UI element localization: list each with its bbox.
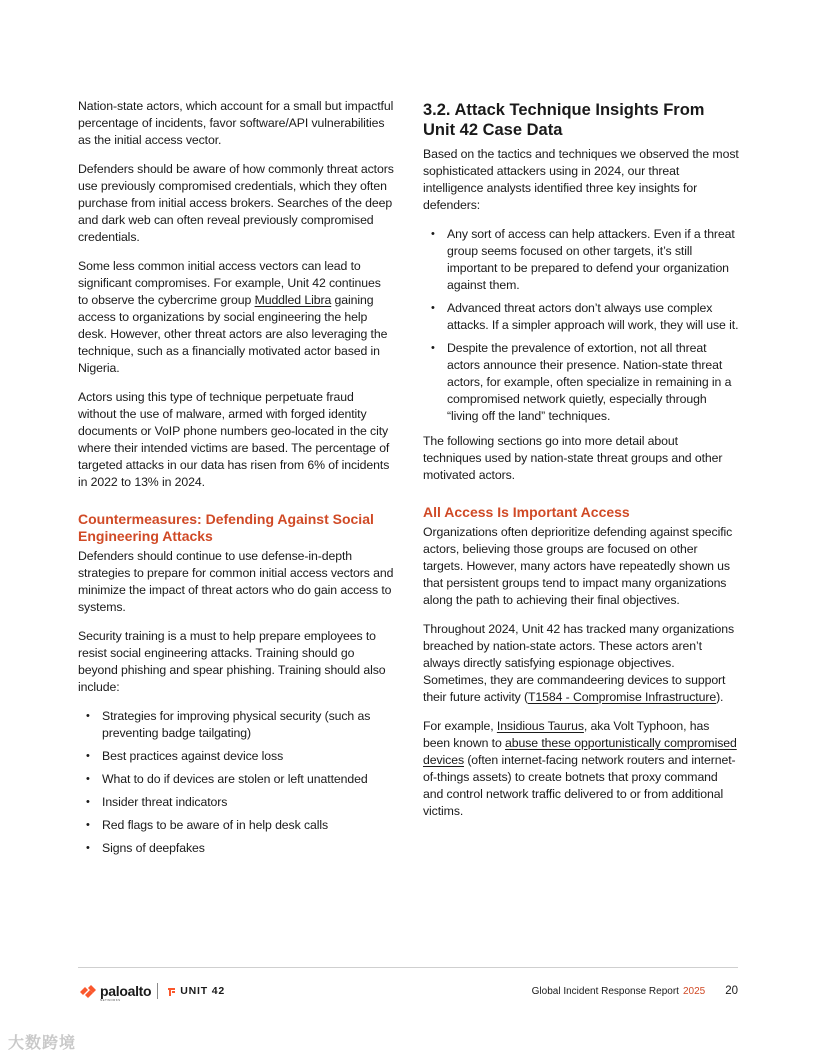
- paragraph: Nation-state actors, which account for a small but impactful percentage of incidents, favor software/API vulnerabilities as the initial access vector.: [78, 99, 394, 147]
- bullet-icon: •: [86, 796, 90, 808]
- list-item-text: Insider threat indicators: [102, 795, 228, 809]
- list-item-text: Best practices against device loss: [102, 749, 284, 763]
- paragraph: [78, 258, 394, 377]
- list-item-text: Strategies for improving physical security (such as preventing badge tailgating): [102, 709, 371, 740]
- section-heading: 3.2. Attack Technique Insights From Unit 42 Case Data: [423, 101, 705, 139]
- brand-subtitle: NETWORKS: [100, 998, 121, 1002]
- footer-report: [532, 985, 738, 997]
- paragraph: [423, 718, 739, 820]
- list-item: [78, 771, 394, 788]
- list-item-text: What to do if devices are stolen or left unattended: [102, 772, 368, 786]
- list-item: [423, 340, 739, 425]
- bullet-icon: •: [431, 302, 435, 314]
- list-item: [78, 748, 394, 765]
- report-year: 2025: [682, 985, 706, 997]
- paragraph: Defenders should be aware of how commonly threat actors use previously compromised credentials, which they often purchase from initial access brokers. Searches of the deep and dark web can often reveal previously compromised credentials.: [78, 162, 394, 244]
- countermeasures-heading: Countermeasures: Defending Against Social Engineering Attacks: [78, 511, 374, 544]
- right-column: [423, 98, 739, 832]
- text-run: (often internet-facing network routers and internet-of-things assets) to create botnets that proxy command and control network traffic delivered to or from additional victims.: [423, 753, 736, 818]
- abuse-devices-link[interactable]: abuse these opportunistically compromised devices: [423, 736, 737, 767]
- brand-name: paloalto: [100, 983, 152, 999]
- insidious-taurus-link[interactable]: Insidious Taurus: [496, 719, 584, 733]
- bullet-icon: •: [86, 773, 90, 785]
- paragraph: The following sections go into more detail about techniques used by nation-state threat groups and other motivated actors.: [423, 434, 723, 482]
- list-item: [78, 817, 394, 834]
- bullet-icon: •: [86, 710, 90, 722]
- list-item: [78, 840, 394, 857]
- watermark: 大数跨境: [8, 1035, 77, 1052]
- paragraph: Defenders should continue to use defense-in-depth strategies to prepare for common initial access vectors and minimize the impact of threat actors who do gain access to systems.: [78, 549, 394, 614]
- footer-logo: [79, 983, 225, 1002]
- list-item: [423, 300, 739, 334]
- report-title: Global Incident Response Report: [531, 985, 679, 997]
- bullet-icon: •: [86, 819, 90, 831]
- list-item-text: Despite the prevalence of extortion, not all threat actors announce their presence. Nation-state threat actors, for example, often specialize in remaining in a compromised network quietly, especially through “living off the land” techniques.: [447, 341, 732, 423]
- text-run: Throughout 2024, Unit 42 has tracked many organizations breached by nation-state actors. These actors aren’t always directly satisfying espionage objectives. Sometimes, they are commandeering devices to support their future activity (: [423, 622, 734, 704]
- page-number: 20: [725, 985, 738, 997]
- muddled-libra-link[interactable]: Muddled Libra: [254, 293, 332, 307]
- all-access-heading: All Access Is Important Access: [423, 504, 630, 520]
- paragraph: Based on the tactics and techniques we observed the most sophisticated attackers using in 2024, our threat intelligence analysts identified three key insights for defenders:: [423, 147, 739, 212]
- list-item-text: Signs of deepfakes: [102, 841, 205, 855]
- bullet-icon: •: [86, 842, 90, 854]
- list-item-text: Any sort of access can help attackers. Even if a threat group seems focused on other targets, it’s still important to be prepared to defend your organization against them.: [447, 227, 735, 292]
- paragraph: Actors using this type of technique perpetuate fraud without the use of malware, armed with forged identity documents or VoIP phone numbers geo-located in the city where their intended victims are based. The percentage of targeted attacks in our data has risen from 6% of incidents in 2022 to 13% in 2024.: [78, 390, 390, 489]
- bullet-icon: •: [431, 228, 435, 240]
- paloalto-logo-icon: [79, 983, 97, 999]
- list-item: [78, 794, 394, 811]
- text-run: For example,: [423, 719, 497, 733]
- t1584-link[interactable]: T1584 - Compromise Infrastructure: [528, 690, 717, 704]
- left-column: [78, 98, 394, 865]
- list-item-text: Red flags to be aware of in help desk calls: [102, 818, 329, 832]
- training-list: [78, 708, 394, 857]
- insights-list: [423, 226, 739, 425]
- text-run: gaining access to organizations by social engineering the help desk. However, other threat actors are also leveraging the technique, such as a financially motivated actor based in Nigeria.: [78, 293, 388, 375]
- unit42-logo-icon: [166, 985, 177, 997]
- paragraph: [423, 621, 739, 706]
- list-item: [78, 708, 394, 742]
- logo-divider: [157, 983, 158, 999]
- footer-divider: [78, 967, 738, 968]
- unit42-name: UNIT 42: [180, 985, 225, 997]
- text-run: ).: [716, 690, 724, 704]
- paragraph: Organizations often deprioritize defending against specific actors, believing those groups are focused on other targets. However, many actors have repeatedly shown us that persistent groups tend to impact many organizations along the path to achieving their final objectives.: [423, 525, 733, 607]
- text-run: Some less common initial access vectors can lead to significant compromises. For example, Unit 42 continues to observe the cybercrime group: [78, 259, 381, 307]
- paragraph: Security training is a must to help prepare employees to resist social engineering attacks. Training should go beyond phishing and spear phishing. Training should also include:: [78, 629, 386, 694]
- list-item-text: Advanced threat actors don’t always use complex attacks. If a simpler approach will work, they will use it.: [447, 301, 739, 332]
- bullet-icon: •: [86, 750, 90, 762]
- list-item: [423, 226, 739, 294]
- text-run: , aka Volt Typhoon, has been known to: [423, 719, 710, 750]
- bullet-icon: •: [431, 342, 435, 354]
